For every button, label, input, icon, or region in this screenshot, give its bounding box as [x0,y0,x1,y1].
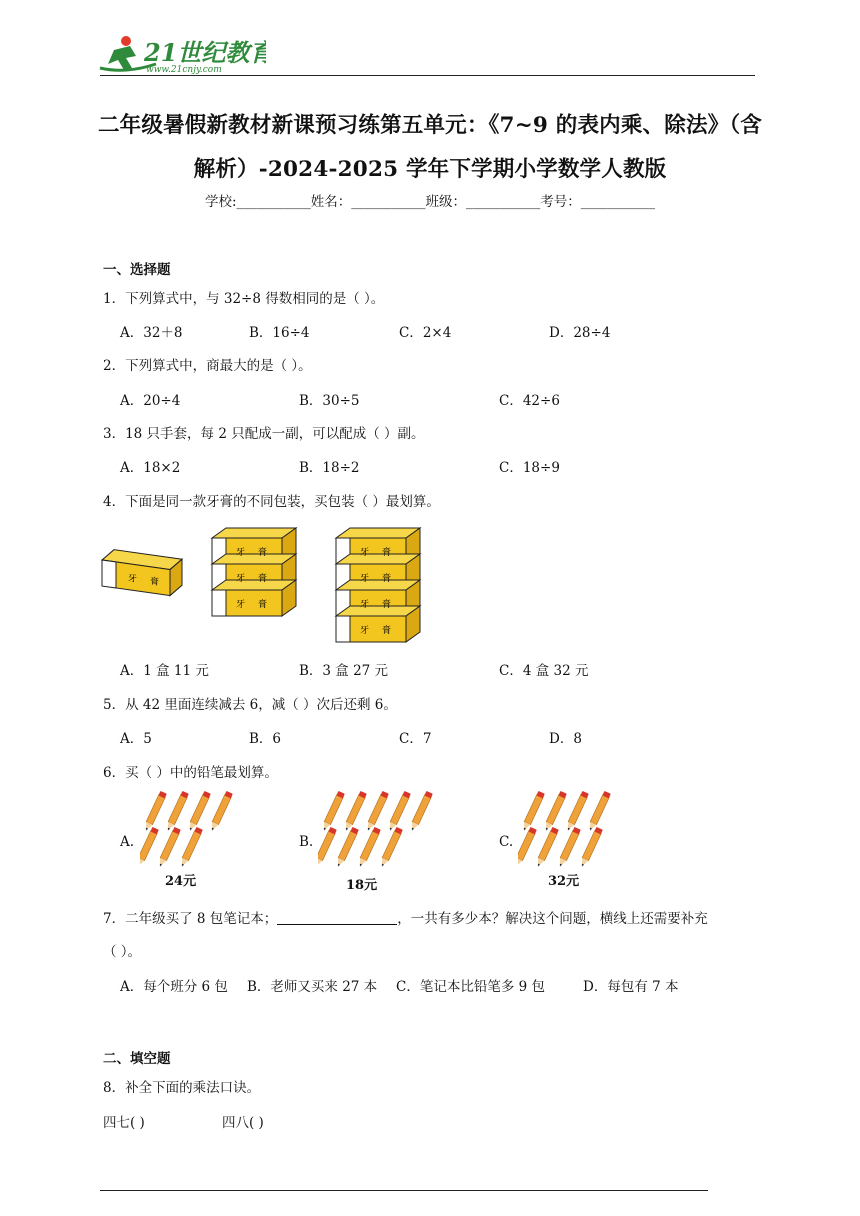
pencil-icon [321,791,345,832]
q3-option-c: C．18÷9 [499,460,560,476]
section-heading-fill: 二、填空题 [103,1051,171,1067]
pencil-icon [318,827,337,868]
student-info-line: 学校:___________姓名：___________班级：___________考号：___________ [204,194,656,210]
svg-text:膏: 膏 [258,574,268,584]
q5-option-b: B．6 [249,731,282,747]
svg-text:牙: 牙 [360,626,370,636]
question-2: 2．下列算式中，商最大的是（ ）。 [103,358,312,374]
page-title-line2: 解析）-2024-2025 学年下学期小学数学人教版 [193,157,667,182]
toothpaste-box-stack-4 [336,528,420,642]
q4-option-b: B．3 盒 27 元 [299,663,389,679]
pencil-icon [587,791,611,832]
price-a: 24元 [165,874,197,889]
pencil-icon [557,827,581,868]
pencil-icon [365,791,389,832]
q7-option-d: D．每包有 7 本 [583,979,679,995]
q7-tail: （ ）。 [103,944,142,960]
pencil-icon [179,827,203,868]
svg-text:牙: 牙 [236,574,246,584]
question-3: 3．18 只手套，每 2 只配成一副，可以配成（ ）副。 [103,426,425,442]
pencil-icon [409,791,433,832]
pencil-icon [357,827,381,868]
svg-text:膏: 膏 [382,626,392,636]
price-c: 32元 [548,874,580,889]
pencil-icon [543,791,567,832]
q3-option-b: B．18÷2 [299,460,360,476]
price-b: 18元 [346,878,378,893]
q8-blank-2: 四八( ) [222,1115,264,1131]
q5-option-d: D．8 [549,731,582,747]
question-6: 6．买（ ）中的铅笔最划算。 [103,765,278,781]
q7-text-b: ，一共有多少本？解决这个问题，横线上还需要补充 [397,911,708,927]
pencil-icon [343,791,367,832]
q2-option-a: A．20÷4 [120,393,181,409]
pencil-icon [535,827,559,868]
q6-option-a: A. [120,834,135,850]
q7-blank [277,911,397,925]
logo-url: www.21cnjy.com [146,65,222,75]
q1-option-a: A．32＋8 [120,325,183,341]
question-4: 4．下面是同一款牙膏的不同包装，买包装（ ）最划算。 [103,494,440,510]
question-7 [103,907,783,927]
svg-text:膏: 膏 [382,600,392,610]
pencil-icon [157,827,181,868]
pencil-icon [165,791,189,832]
pencil-icon [565,791,589,832]
site-logo [96,34,266,76]
pencil-icon [387,791,411,832]
q7-option-c: C．笔记本比铅笔多 9 包 [396,979,546,995]
pencil-icon [579,827,603,868]
q5-option-c: C．7 [399,731,432,747]
pencil-icon [335,827,359,868]
q6-option-b: B. [299,834,314,850]
q2-option-c: C．42÷6 [499,393,560,409]
svg-text:牙: 牙 [360,548,370,558]
q1-option-d: D．28÷4 [549,325,611,341]
toothpaste-box-single [102,548,182,597]
svg-text:牙: 牙 [236,600,246,610]
pencil-icon [521,791,545,832]
question-1: 1．下列算式中，与 32÷8 得数相同的是（ ）。 [103,291,385,307]
question-8: 8．补全下面的乘法口诀。 [103,1080,261,1096]
header-rule [100,75,755,76]
pencil-icon [379,827,403,868]
q7-option-a: A．每个班分 6 包 [120,979,228,995]
q7-option-b: B．老师又买来 27 本 [247,979,378,995]
q3-option-a: A．18×2 [120,460,181,476]
svg-text:膏: 膏 [150,576,160,588]
pencil-icon [143,791,167,832]
svg-text:牙: 牙 [360,574,370,584]
q7-text-a: 7．二年级买了 8 包笔记本； [103,911,278,927]
svg-text:膏: 膏 [258,600,268,610]
q2-option-b: B．30÷5 [299,393,360,409]
pencil-group-b [318,790,443,890]
q1-option-c: C．2×4 [399,325,452,341]
pencil-icon [209,791,233,832]
q4-option-a: A．1 盒 11 元 [120,663,209,679]
pencil-icon [187,791,211,832]
question-5: 5．从 42 里面连续减去 6，减（ ）次后还剩 6。 [103,697,397,713]
toothpaste-boxes-figure [98,520,428,645]
svg-text:膏: 膏 [258,548,268,558]
svg-text:牙: 牙 [236,548,246,558]
q4-option-c: C．4 盒 32 元 [499,663,589,679]
toothpaste-box-stack-3 [212,528,296,616]
q5-option-a: A．5 [120,731,152,747]
runner-logo-icon [96,34,266,76]
svg-text:牙: 牙 [128,573,138,585]
pencil-icon [518,827,537,868]
svg-text:牙: 牙 [360,600,370,610]
svg-text:膏: 膏 [382,574,392,584]
footer-rule [100,1190,708,1191]
q1-option-b: B．16÷4 [249,325,310,341]
svg-text:膏: 膏 [382,548,392,558]
pencil-icon [140,827,159,868]
section-heading-choice: 一、选择题 [103,262,171,278]
q8-blank-1: 四七( ) [103,1115,145,1131]
logo-text: 21世纪教育 [144,38,266,67]
q6-option-c: C. [499,834,514,850]
page-title-line1: 二年级暑假新教材新课预习练第五单元：《7~9 的表内乘、除法》（含 [97,113,763,138]
